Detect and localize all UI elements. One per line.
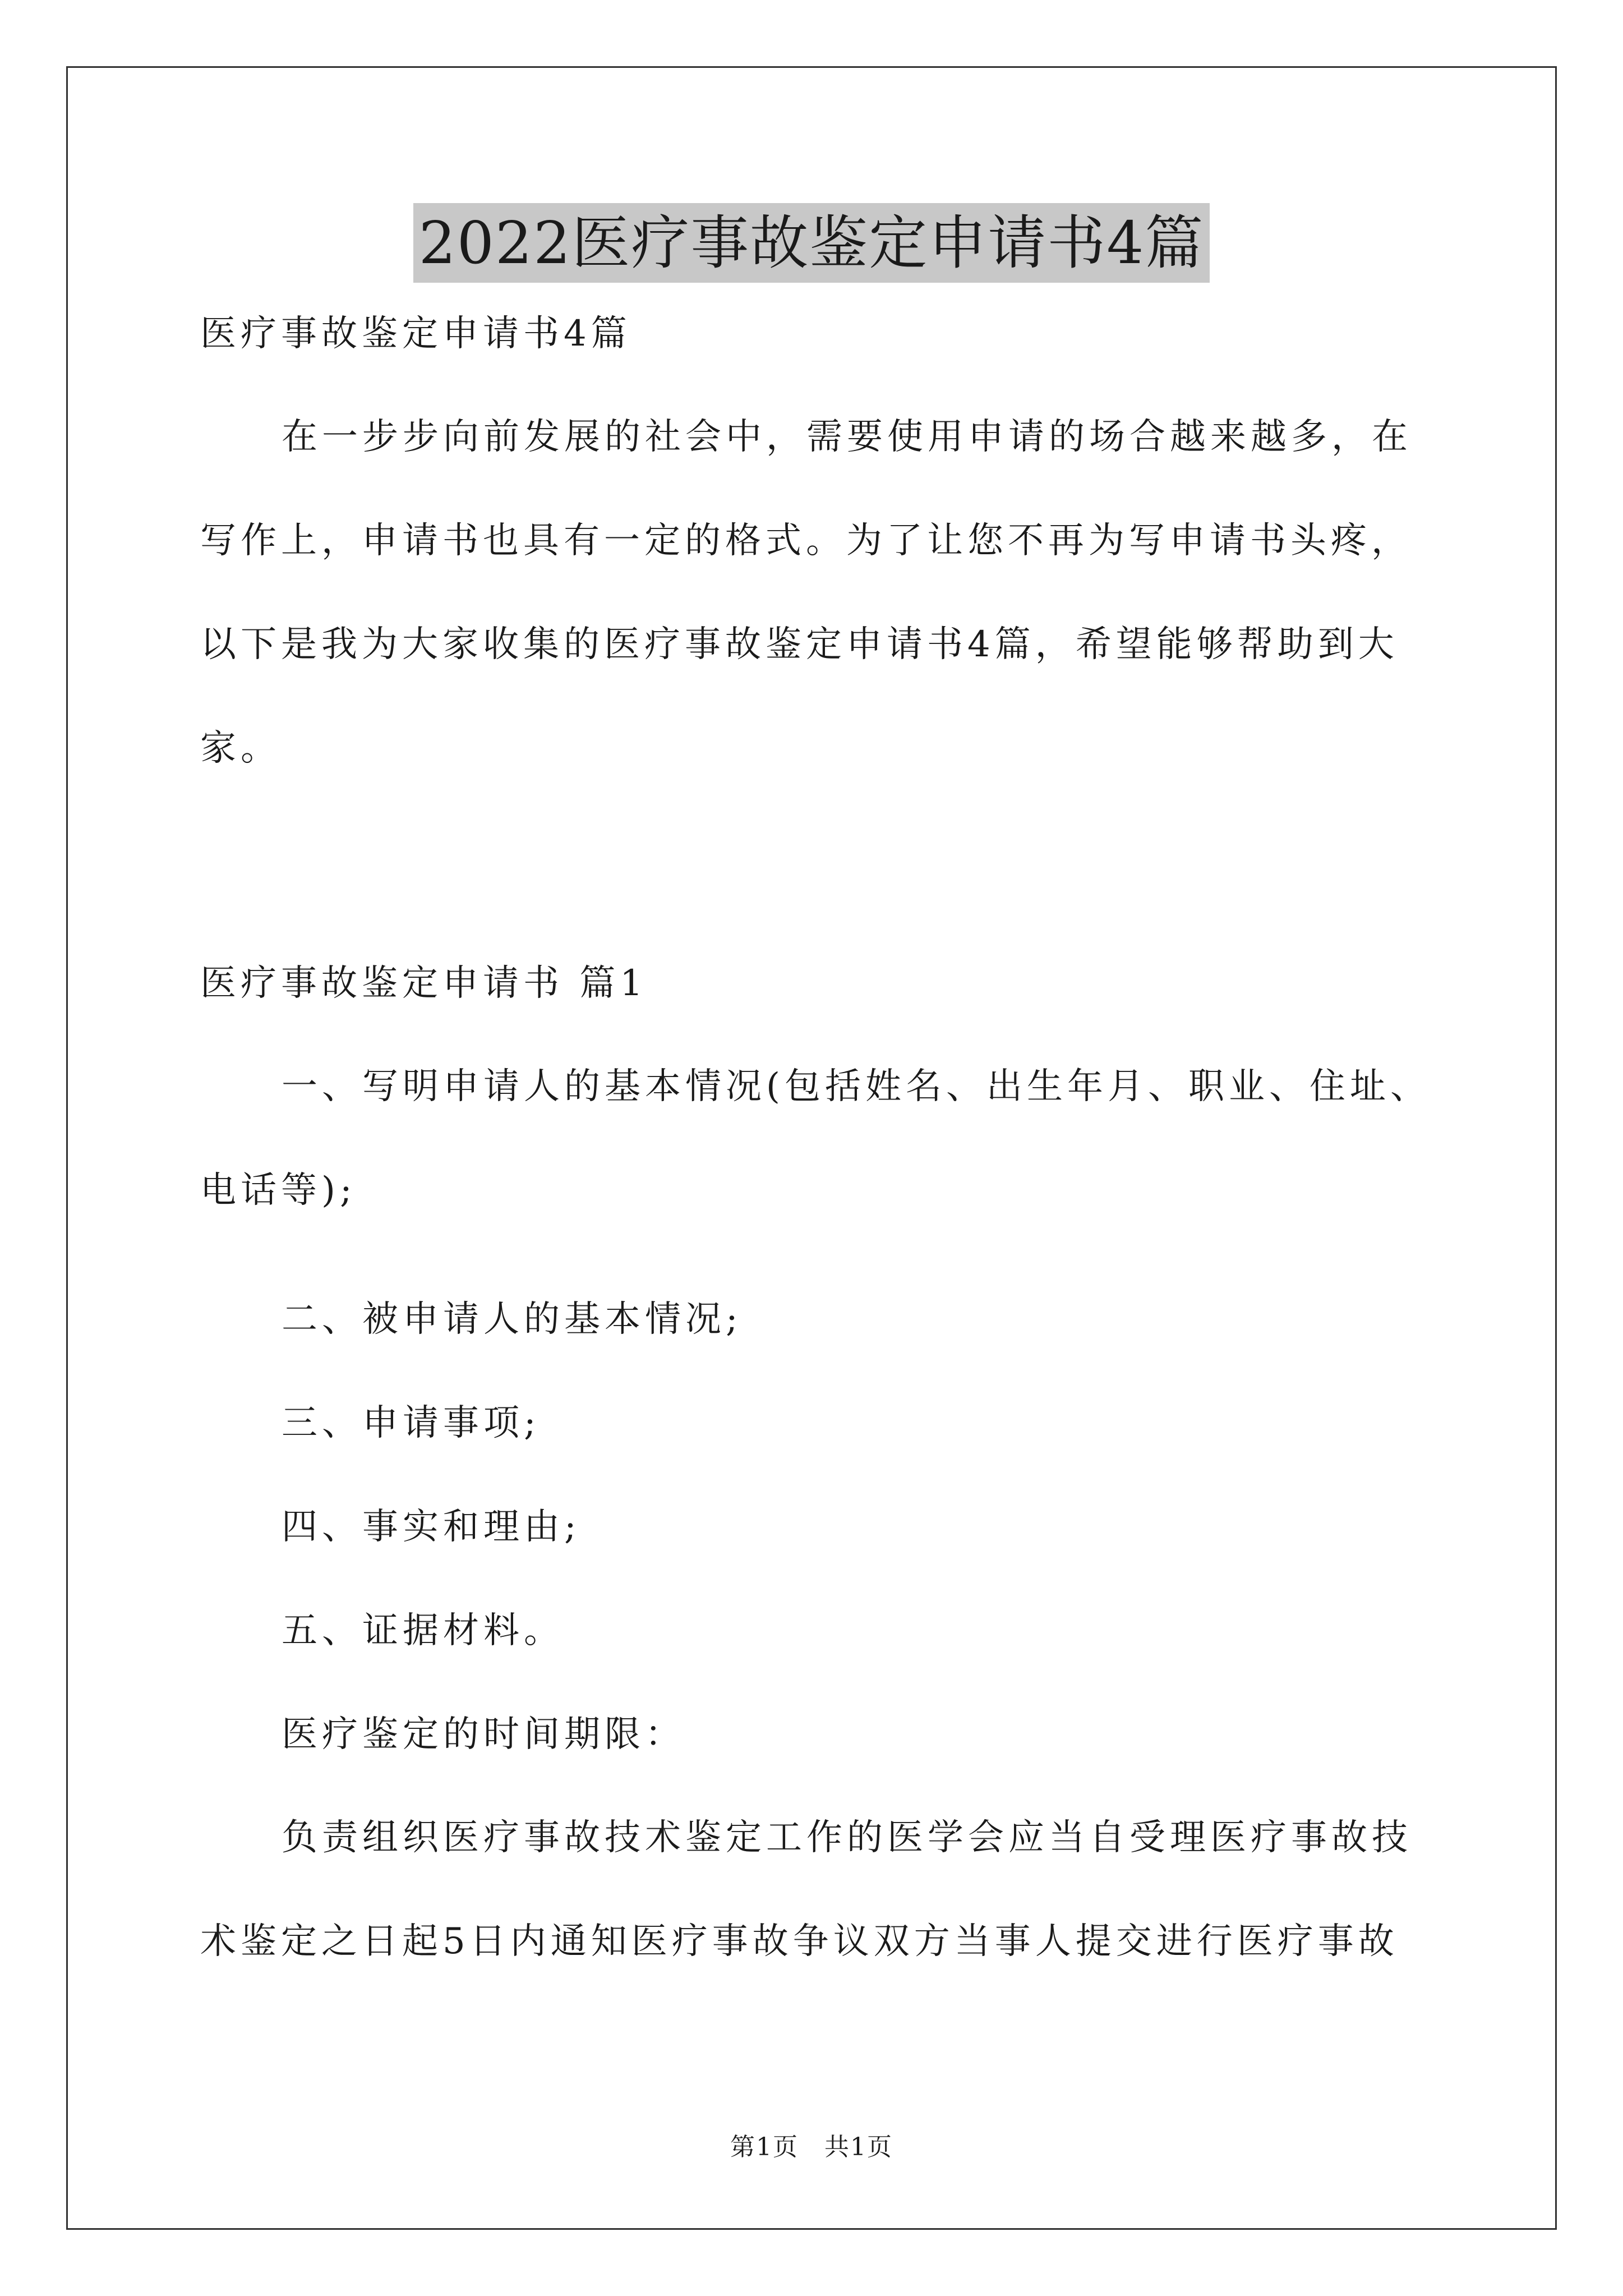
intro-paragraph: 在一步步向前发展的社会中，需要使用申请的场合越来越多，在写作上，申请书也具有一定的格式。为了让您不再为写申请书头疼，以下是我为大家收集的医疗事故鉴定申请书4篇，希望能够帮助到大家。 bbox=[200, 416, 1412, 769]
document-subtitle: 医疗事故鉴定申请书4篇 bbox=[200, 313, 631, 355]
title-wrap bbox=[0, 203, 1623, 283]
list-item-1: 一、写明申请人的基本情况(包括姓名、出生年月、职业、住址、电话等); bbox=[200, 1066, 1431, 1211]
time-limit-paragraph: 负责组织医疗事故技术鉴定工作的医学会应当自受理医疗事故技术鉴定之日起5日内通知医疗事故争议双方当事人提交进行医疗事故 bbox=[200, 1817, 1412, 1962]
list-item-4: 四、事实和理由; bbox=[282, 1506, 581, 1548]
list-item-2: 二、被申请人的基本情况; bbox=[282, 1299, 743, 1340]
time-limit-heading: 医疗鉴定的时间期限： bbox=[282, 1714, 685, 1755]
section-heading: 医疗事故鉴定申请书 篇1 bbox=[200, 963, 648, 1004]
page-footer: 第1页 共1页 bbox=[730, 2133, 893, 2161]
list-item-3: 三、申请事项; bbox=[282, 1402, 541, 1444]
list-item-5: 五、证据材料。 bbox=[282, 1610, 564, 1651]
document-title: 2022医疗事故鉴定申请书4篇 bbox=[413, 203, 1210, 283]
document-body bbox=[200, 307, 1451, 1994]
